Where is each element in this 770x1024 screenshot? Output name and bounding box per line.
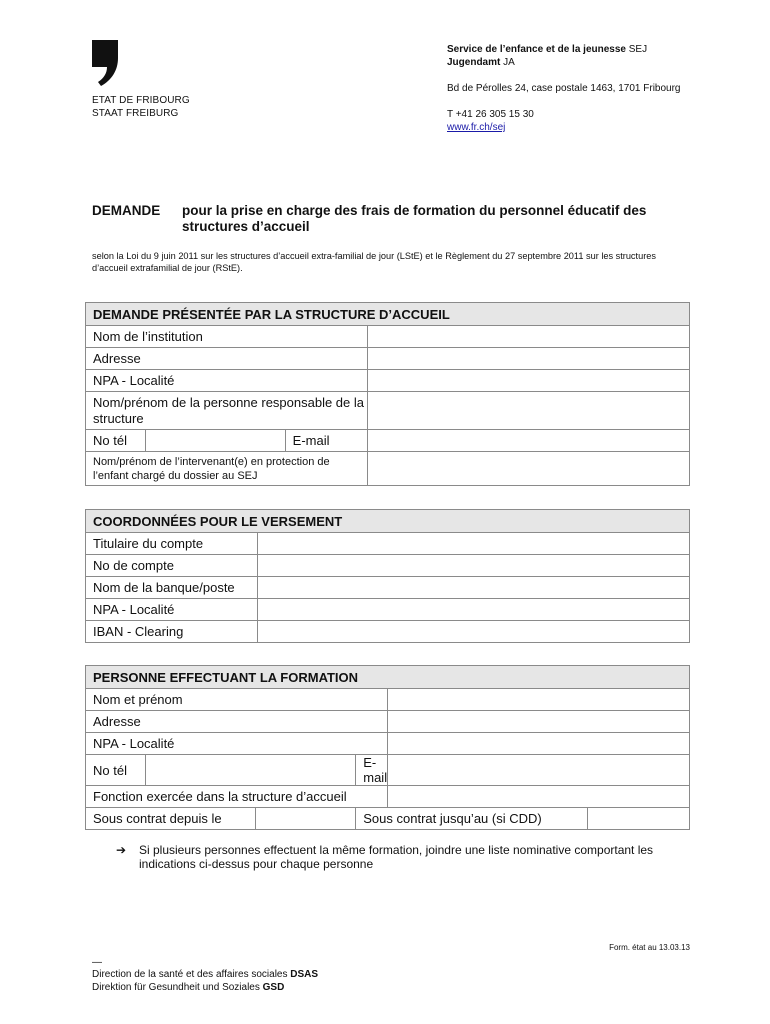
phone-label: No tél [86, 430, 146, 452]
contract-since-field[interactable] [256, 808, 356, 830]
trainee-name-label: Nom et prénom [86, 689, 388, 711]
canton-logo-text [92, 94, 190, 120]
account-holder-field[interactable] [257, 533, 689, 555]
arrow-right-icon: ➔ [116, 843, 127, 857]
trainee-name-field[interactable] [388, 689, 690, 711]
service-address-block [447, 43, 681, 134]
service-name-bold: Service de l’enfance et de la jeunesse [447, 44, 626, 55]
contract-since-label: Sous contrat depuis le [86, 808, 256, 830]
email-field[interactable] [367, 430, 689, 452]
structure-request-table [85, 302, 690, 486]
footer-de-text: Direktion für Gesundheit und Soziales [92, 982, 263, 993]
institution-label: Nom de l’institution [86, 326, 368, 348]
responsible-label: Nom/prénom de la personne responsable de la structure [86, 392, 368, 430]
payment-details-table [85, 509, 690, 643]
trainee-section-heading: PERSONNE EFFECTUANT LA FORMATION [86, 666, 690, 689]
jugendamt-abbr: JA [500, 57, 515, 68]
institution-field[interactable] [367, 326, 689, 348]
contract-until-label: Sous contrat jusqu’au (si CDD) [356, 808, 587, 830]
footer-directorate [92, 958, 318, 994]
structure-section-heading: DEMANDE PRÉSENTÉE PAR LA STRUCTURE D’ACCUEIL [86, 303, 690, 326]
footer-fr-abbr: DSAS [290, 969, 319, 980]
note-text: Si plusieurs personnes effectuent la même formation, joindre une liste nominative comportant les indications ci-dessus pour chaque personne [139, 843, 654, 871]
form-version-date: Form. état au 13.03.13 [609, 943, 690, 952]
trainee-address-label: Adresse [86, 711, 388, 733]
account-holder-label: Titulaire du compte [86, 533, 258, 555]
footer-line-de [92, 981, 318, 994]
form-title-text: pour la prise en charge des frais de formation du personnel éducatif des structures d’accueil [182, 203, 647, 234]
service-website-link[interactable]: www.fr.ch/sej [447, 122, 506, 133]
service-address: Bd de Pérolles 24, case postale 1463, 1701 Fribourg [447, 83, 681, 94]
footer-fr-text: Direction de la santé et des affaires sociales [92, 969, 291, 980]
service-name [447, 43, 681, 56]
iban-label: IBAN - Clearing [86, 621, 258, 643]
payment-section-heading: COORDONNÉES POUR LE VERSEMENT [86, 510, 690, 533]
account-number-label: No de compte [86, 555, 258, 577]
legal-basis-text: selon la Loi du 9 juin 2011 sur les structures d’accueil extra-familial de jour (LStE) et le Règlement du 27 septembre 2011 sur les structures d’accueil extrafamilial de jour (RStE). [92, 251, 656, 273]
footer-de-abbr: GSD [262, 982, 285, 993]
form-title-label: DEMANDE [92, 203, 161, 218]
trainee-email-field[interactable] [388, 755, 690, 786]
intervenant-label: Nom/prénom de l’intervenant(e) en protection de l’enfant chargé du dossier au SEJ [86, 452, 368, 486]
canton-logo-comma [92, 40, 118, 86]
account-number-field[interactable] [257, 555, 689, 577]
logo-line-de: STAAT FREIBURG [92, 108, 179, 119]
phone-field[interactable] [145, 430, 285, 452]
address-field[interactable] [367, 348, 689, 370]
iban-field[interactable] [257, 621, 689, 643]
trainee-email-label: E-mail [356, 755, 388, 786]
address-label: Adresse [86, 348, 368, 370]
trainee-table [85, 665, 690, 830]
trainee-function-label: Fonction exercée dans la structure d’accueil [86, 786, 388, 808]
trainee-function-field[interactable] [388, 786, 690, 808]
bank-npa-field[interactable] [257, 599, 689, 621]
footer-line-fr [92, 968, 318, 981]
trainee-phone-field[interactable] [145, 755, 356, 786]
trainee-npa-label: NPA - Localité [86, 733, 388, 755]
email-label: E-mail [285, 430, 367, 452]
logo-line-fr: ETAT DE FRIBOURG [92, 95, 190, 106]
jugendamt-name [447, 56, 681, 69]
bank-name-field[interactable] [257, 577, 689, 599]
service-abbr: SEJ [625, 44, 648, 55]
trainee-address-field[interactable] [388, 711, 690, 733]
service-phone: T +41 26 305 15 30 [447, 109, 534, 120]
npa-label: NPA - Localité [86, 370, 368, 392]
bank-npa-label: NPA - Localité [86, 599, 258, 621]
intervenant-field[interactable] [367, 452, 689, 486]
bank-name-label: Nom de la banque/poste [86, 577, 258, 599]
trainee-phone-label: No tél [86, 755, 146, 786]
jugendamt-bold: Jugendamt [447, 57, 501, 68]
npa-field[interactable] [367, 370, 689, 392]
trainee-npa-field[interactable] [388, 733, 690, 755]
responsible-field[interactable] [367, 392, 689, 430]
footer-dash: — [92, 957, 102, 968]
contract-until-field[interactable] [587, 808, 689, 830]
